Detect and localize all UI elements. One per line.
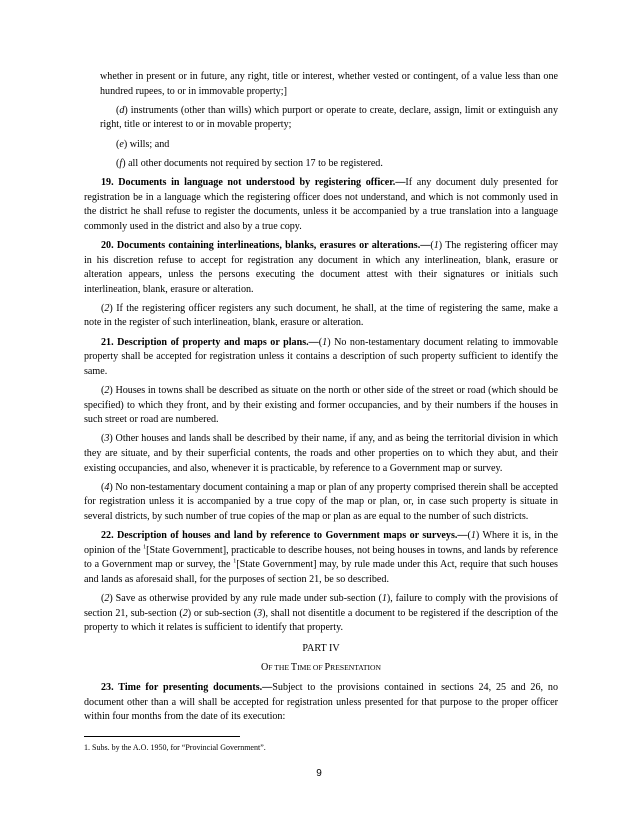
part-title: PART IV: [302, 642, 340, 654]
footnote: 1. Subs. by the A.O. 1950, for “Provincial Government”.: [84, 743, 266, 752]
clause-d: (d) instruments (other than wills) which purport or operate to create, declare, assign, limit or extinguish any right, title or interest to or in movable property;: [100, 104, 558, 131]
section-21-2: (2) Houses in towns shall be described as situate on the north or other side of the street or road (which should be specified) to which they front, and by their existing and former occupancies, and by their numbers if the houses in such street or road are numbered.: [84, 385, 558, 426]
section-19-heading: 19. Documents in language not understood by registering officer.—: [101, 176, 406, 188]
section-23: 23. Time for presenting documents.—Subject to the provisions contained in sections 24, 25 and 26, no document other than a will shall be accepted for registration unless presented for that purpose to the proper officer within four months from the date of its execution:: [84, 682, 558, 723]
clause-continuation: whether in present or in future, any right, title or interest, whether vested or contingent, of a value less than one hundred rupees, to or in immovable property;]: [100, 71, 558, 97]
section-20-2: (2) If the registering officer registers any such document, he shall, at the time of registering the same, make a note in the register of such interlineation, blank, erasure or alteration.: [84, 302, 558, 329]
section-22-heading: 22. Description of houses and land by reference to Government maps or surveys.—: [101, 530, 468, 542]
section-20-1: 20. Documents containing interlineations, blanks, erasures or alterations.—(1) The registering officer may in his discretion refuse to accept for registration any document in which any interlineation, blank, erasure or alteration appears, unless the persons executing the document attest with their signatures or initials such interlineation, blank, erasure or alteration.: [84, 239, 559, 295]
section-19: 19. Documents in language not understood by registering officer.—If any document duly presented for registration be in a language which the registering officer does not understand, and which is not commonly used in the district he shall refuse to register the documents, unless it be accompanied by a true translation into a language commonly used in the district and also by a true copy.: [84, 176, 558, 232]
footnote-marker: 1: [143, 544, 147, 551]
clause-e: (e) wills; and: [116, 138, 170, 150]
footnote-marker: 1: [233, 558, 237, 565]
footnote-divider: [84, 736, 240, 737]
clause-f: (f) all other documents not required by section 17 to be registered.: [116, 157, 383, 169]
part-subtitle: OF THE TIME OF PRESENTATION: [260, 661, 382, 673]
section-22-2: (2) Save as otherwise provided by any rule made under sub-section (1), failure to comply with the provisions of section 21, sub-section (2) or sub-section (3), shall not disentitle a document to be registered if the description of the property to which it relates is sufficient to identify that property.: [84, 593, 558, 634]
page-number: 9: [316, 768, 322, 779]
section-23-heading: 23. Time for presenting documents.—: [101, 682, 273, 694]
section-22-1: 22. Description of houses and land by reference to Government maps or surveys.—(1) Where it is, in the opinion of the $^1$[State Government], practicable to describe houses, not being houses in towns, and lands by reference to a Government map or survey, the $^1$[State Government] may, by rule made under this Act, require that such houses and lands as aforesaid shall, for the purposes of section 21, be so described.: [84, 530, 559, 585]
section-21-4: (4) No non-testamentary document containing a map or plan of any property comprised therein shall be accepted for registration unless it is accompanied by a true copy of the map or plan, or, in case such property is situate in several districts, by such number of true copies of the map or plan as are equal to the number of such districts.: [84, 481, 558, 522]
section-21-heading: 21. Description of property and maps or plans.—: [101, 336, 319, 348]
document-body: [84, 70, 558, 729]
section-21-3: (3) Other houses and lands shall be described by their name, if any, and as being the territorial division in which they are situate, and by their superficial contents, the roads and other properties on to which they abut, and their existing occupancies, and also, whenever it is practicable, by reference to a Government map or survey.: [84, 433, 558, 474]
section-20-heading: 20. Documents containing interlineations, blanks, erasures or alterations.—: [101, 239, 431, 251]
section-21-1: 21. Description of property and maps or plans.—(1) No non-testamentary document relating to immovable property shall be accepted for registration unless it contains a description of such property sufficient to identify the same.: [84, 336, 558, 377]
